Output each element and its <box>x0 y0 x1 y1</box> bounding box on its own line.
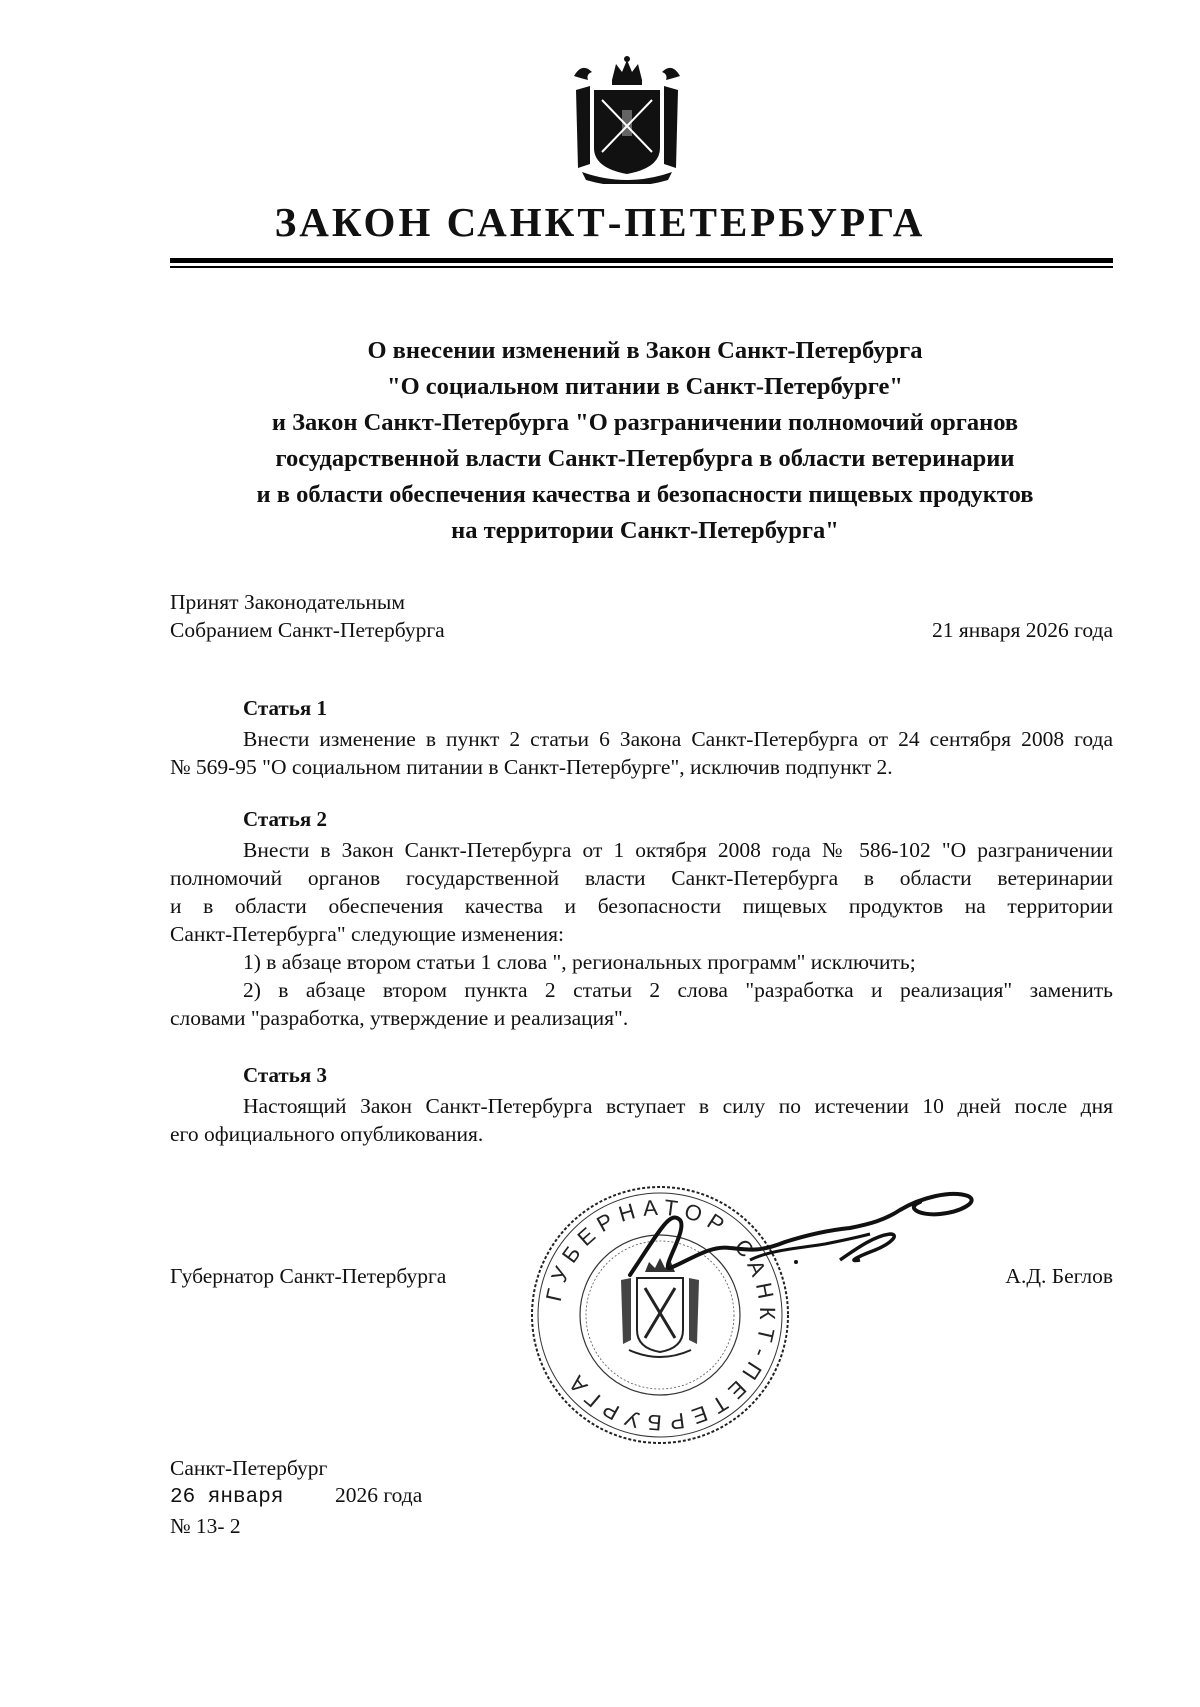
text-line: полномочий органов государственной власти Санкт-Петербурга в области ветеринарии <box>170 866 1113 890</box>
governor-signature-icon <box>600 1190 980 1290</box>
article-3-text <box>170 1092 1113 1148</box>
text-line: его официального опубликования. <box>170 1122 484 1146</box>
article-2-heading: Статья 2 <box>243 807 327 831</box>
text-line: Настоящий Закон Санкт-Петербурга вступает в силу по истечении 10 дней после дня <box>243 1094 1113 1118</box>
law-title: ЗАКОН САНКТ-ПЕТЕРБУРГА <box>274 199 926 245</box>
subject-line: на территории Санкт-Петербурга" <box>451 517 839 544</box>
adoption-date: 21 января 2026 года <box>932 618 1113 642</box>
subject-line: и Закон Санкт-Петербурга "О разграничении полномочий органов <box>271 409 1019 436</box>
footer-law-number: № 13- 2 <box>170 1514 241 1538</box>
article-3-heading: Статья 3 <box>243 1063 327 1087</box>
text-line: Внести изменение в пункт 2 статьи 6 Закона Санкт-Петербурга от 24 сентября 2008 года <box>243 727 1113 751</box>
article-1-heading: Статья 1 <box>243 696 327 720</box>
text-line: Санкт-Петербурга" следующие изменения: <box>170 922 565 946</box>
text-line: № 569-95 "О социальном питании в Санкт-Петербурге", исключив подпункт 2. <box>170 755 893 779</box>
law-subject <box>130 333 1160 549</box>
text-line: и в области обеспечения качества и безопасности пищевых продуктов на территории <box>170 894 1113 918</box>
svg-text:ГУБЕРНАТОР САНКТ-ПЕТЕРБУРГА: ГУБЕРНАТОР САНКТ-ПЕТЕРБУРГА <box>540 1194 781 1436</box>
subject-line: государственной власти Санкт-Петербурга в области ветеринарии <box>275 445 1015 472</box>
footer-date <box>170 1483 422 1509</box>
subject-line: и в области обеспечения качества и безопасности пищевых продуктов <box>256 481 1034 508</box>
text-line: 2) в абзаце втором пункта 2 статьи 2 слова "разработка и реализация" заменить <box>243 978 1113 1002</box>
article-2-text <box>170 836 1113 1032</box>
spb-coat-of-arms-icon <box>568 56 686 184</box>
text-line: 1) в абзаце втором статьи 1 слова ", региональных программ" исключить; <box>243 950 916 974</box>
governor-name: А.Д. Беглов <box>1005 1264 1113 1288</box>
footer-day-month: 26 января <box>170 1486 284 1509</box>
adoption-statement <box>170 588 445 644</box>
subject-line: "О социальном питании в Санкт-Петербурге" <box>387 373 903 400</box>
title-divider-thick <box>170 258 1113 263</box>
text-line: Внести в Закон Санкт-Петербурга от 1 октября 2008 года № 586-102 "О разграничении <box>243 838 1113 862</box>
footer-year: 2026 года <box>335 1483 423 1507</box>
article-1-text <box>170 725 1113 781</box>
subject-line: О внесении изменений в Закон Санкт-Петербурга <box>367 337 923 364</box>
text-line: словами "разработка, утверждение и реализация". <box>170 1006 629 1030</box>
governor-position: Губернатор Санкт-Петербурга <box>170 1264 447 1288</box>
title-divider-thin <box>170 266 1113 268</box>
adoption-line: Принят Законодательным <box>170 590 405 614</box>
adoption-line: Собранием Санкт-Петербурга <box>170 618 445 642</box>
footer-city: Санкт-Петербург <box>170 1456 328 1480</box>
